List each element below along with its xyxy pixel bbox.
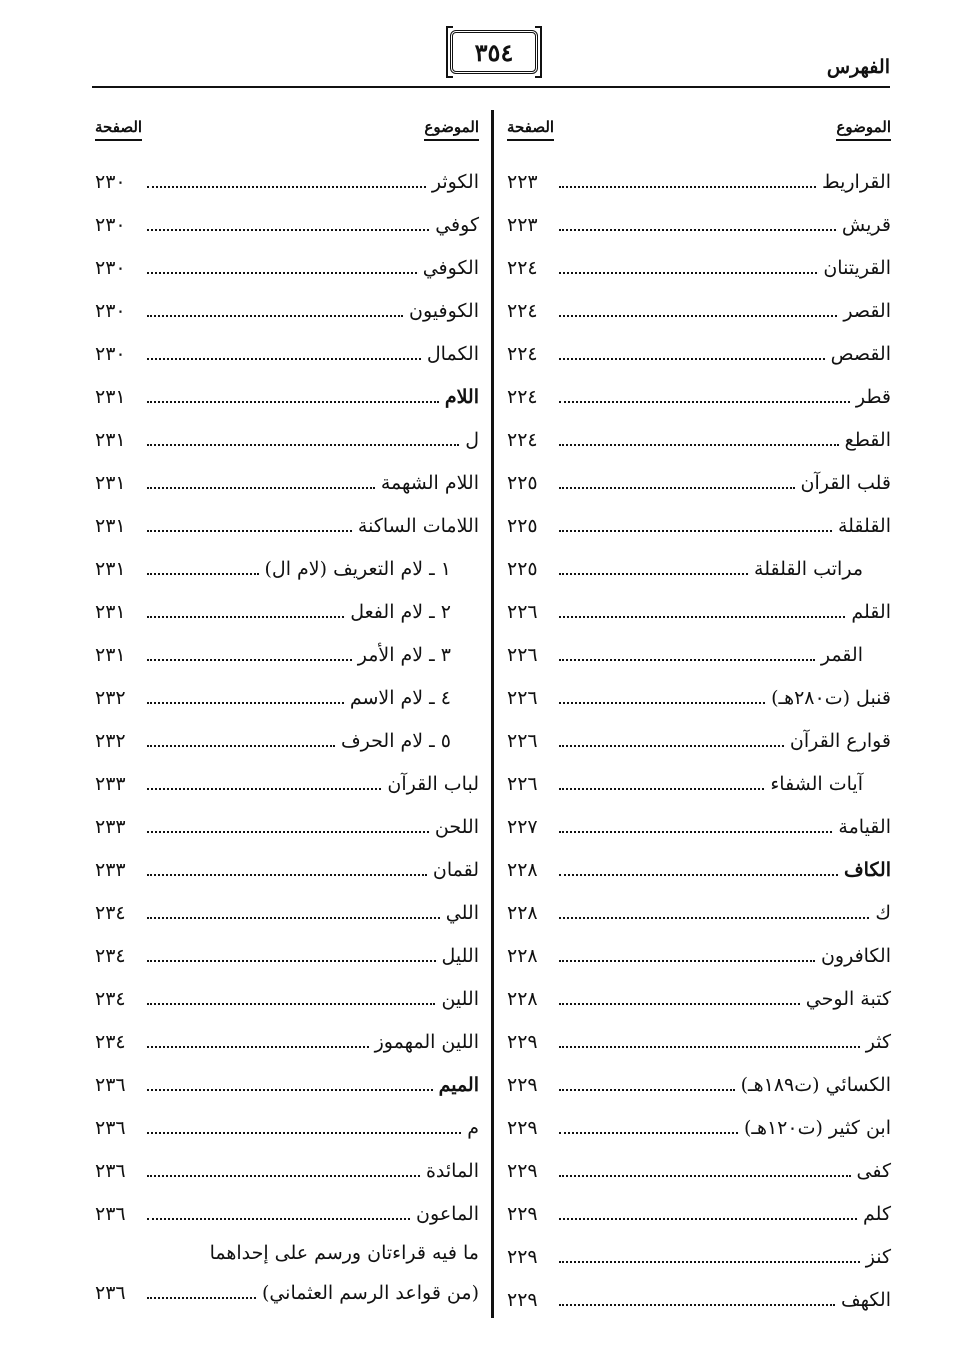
entry-title: ١ ـ لام التعريف (لام ال) — [264, 557, 451, 580]
column-header-right — [507, 118, 891, 160]
entry-page-number: ٢٣٤ — [95, 901, 126, 924]
entry-title: كفى — [856, 1159, 891, 1182]
entry-title: كتبة الوحي — [805, 987, 891, 1010]
dot-leader — [559, 573, 748, 575]
entry-title: القصر — [843, 299, 891, 322]
index-entry — [95, 719, 479, 762]
entry-title: القيامة — [838, 815, 891, 838]
entry-page-number: ٢٣١ — [95, 514, 126, 537]
index-entry — [507, 590, 891, 633]
page-header-label: الصفحة — [507, 118, 554, 141]
entry-page-number: ٢٣١ — [95, 385, 126, 408]
index-entry — [507, 547, 891, 590]
index-entry — [507, 633, 891, 676]
entry-page-number: ٢٢٦ — [507, 643, 538, 666]
dot-leader — [559, 917, 869, 919]
entry-page-number: ٢٣١ — [95, 471, 126, 494]
entry-title: القلم — [851, 600, 891, 623]
entry-title: ك — [875, 901, 891, 924]
index-entry — [507, 375, 891, 418]
topic-header: الموضوع — [836, 118, 891, 141]
index-column-right — [507, 118, 891, 1321]
entry-page-number: ٢٢٧ — [507, 815, 538, 838]
index-entry — [95, 676, 479, 719]
entry-title: ما فيه قراءتان ورسم على إحداهما — [209, 1242, 479, 1264]
dot-leader — [559, 702, 765, 704]
page-number: ٣٥٤ — [474, 37, 514, 67]
index-entry — [95, 1235, 479, 1271]
index-entry — [507, 203, 891, 246]
index-entry — [95, 461, 479, 504]
entry-page-number: ٢٣٣ — [95, 858, 126, 881]
dot-leader — [147, 788, 381, 790]
entry-page-number: ٢٢٨ — [507, 944, 538, 967]
entry-title: ٥ ـ لام الحرف — [340, 729, 451, 752]
dot-leader — [147, 1089, 433, 1091]
entry-page-number: ٢٣٣ — [95, 772, 126, 795]
entry-page-number: ٢٣٦ — [95, 1202, 126, 1225]
entry-page-number: ٢٣٢ — [95, 729, 126, 752]
index-entry — [95, 1149, 479, 1192]
dot-leader — [147, 874, 427, 876]
entry-title: الكوفيون — [409, 299, 479, 322]
index-entry — [95, 1020, 479, 1063]
entry-page-number: ٢٢٦ — [507, 772, 538, 795]
index-entry — [507, 1149, 891, 1192]
index-entry — [507, 332, 891, 375]
dot-leader — [559, 659, 815, 661]
entry-title: اللام — [444, 385, 479, 408]
entry-title: المائدة — [425, 1159, 479, 1182]
entry-title: القصص — [830, 342, 891, 365]
entry-page-number: ٢٢٥ — [507, 557, 538, 580]
entry-page-number: ٢٣١ — [95, 643, 126, 666]
entry-page-number: ٢٣٠ — [95, 213, 126, 236]
index-entry — [507, 805, 891, 848]
dot-leader — [559, 444, 839, 446]
dot-leader — [559, 1261, 860, 1263]
entry-title: م — [467, 1116, 479, 1139]
dot-leader — [559, 1089, 735, 1091]
entry-page-number: ٢٣٤ — [95, 1030, 126, 1053]
page-header-label: الصفحة — [95, 118, 142, 141]
dot-leader — [559, 487, 795, 489]
left-entries — [95, 160, 479, 1314]
entry-page-number: ٢٢٩ — [507, 1030, 538, 1053]
index-entry — [95, 891, 479, 934]
entry-title: قوارع القرآن — [789, 729, 891, 752]
dot-leader — [559, 616, 845, 618]
entry-title: الكسائي (ت١٨٩هـ) — [740, 1073, 891, 1096]
entry-title: الليل — [441, 944, 479, 967]
index-entry — [507, 289, 891, 332]
index-column-left — [95, 118, 479, 1314]
entry-title: اللحن — [434, 815, 479, 838]
dot-leader — [147, 1297, 256, 1299]
entry-page-number: ٢٢٩ — [507, 1073, 538, 1096]
entry-title: اللين المهموز — [374, 1030, 479, 1053]
dot-leader — [559, 874, 838, 876]
entry-title: الكاف — [843, 858, 891, 881]
index-entry — [95, 633, 479, 676]
index-entry — [95, 1192, 479, 1235]
entry-title: (من قواعد الرسم العثماني) — [261, 1281, 479, 1304]
entry-page-number: ٢٢٦ — [507, 729, 538, 752]
entry-title: الميم — [438, 1073, 479, 1096]
index-entry — [507, 504, 891, 547]
index-entry — [95, 977, 479, 1020]
dot-leader — [147, 573, 259, 575]
entry-title: اللامات الساكنة — [357, 514, 479, 537]
dot-leader — [147, 186, 426, 188]
dot-leader — [559, 1175, 851, 1177]
entry-page-number: ٢٣٦ — [95, 1116, 126, 1139]
entry-title: الكمال — [426, 342, 479, 365]
dot-leader — [559, 229, 836, 231]
entry-page-number: ٢٢٣ — [507, 213, 538, 236]
entry-page-number: ٢٢٨ — [507, 901, 538, 924]
index-entry — [507, 1192, 891, 1235]
index-entry — [95, 504, 479, 547]
index-entry — [95, 1063, 479, 1106]
entry-title: الكافرون — [820, 944, 891, 967]
entry-title: قطر — [855, 385, 891, 408]
entry-title: اللي — [445, 901, 479, 924]
entry-title: الكهف — [841, 1288, 891, 1311]
column-header-left — [95, 118, 479, 160]
index-entry — [507, 934, 891, 977]
dot-leader — [147, 315, 403, 317]
index-entry — [95, 160, 479, 203]
dot-leader — [559, 1132, 738, 1134]
dot-leader — [147, 530, 352, 532]
index-entry — [507, 1106, 891, 1149]
index-entry — [95, 934, 479, 977]
entry-title: القطع — [844, 428, 891, 451]
dot-leader — [147, 487, 375, 489]
entry-title: مراتب القلقلة — [754, 557, 863, 580]
entry-title: كثر — [865, 1030, 891, 1053]
entry-title: قنبل (ت٢٨٠هـ) — [771, 686, 891, 709]
dot-leader — [147, 960, 436, 962]
topic-header: الموضوع — [424, 118, 479, 141]
entry-title: آيات الشفاء — [770, 772, 863, 795]
entry-page-number: ٢٣١ — [95, 600, 126, 623]
entry-page-number: ٢٢٩ — [507, 1202, 538, 1225]
entry-page-number: ٢٣٠ — [95, 170, 126, 193]
entry-page-number: ٢٢٩ — [507, 1116, 538, 1139]
entry-title: ٤ ـ لام الاسم — [349, 686, 451, 709]
entry-page-number: ٢٣٤ — [95, 987, 126, 1010]
entry-page-number: ٢٢٩ — [507, 1245, 538, 1268]
dot-leader — [559, 358, 825, 360]
entry-page-number: ٢٢٨ — [507, 987, 538, 1010]
entry-page-number: ٢٢٩ — [507, 1288, 538, 1311]
dot-leader — [559, 1046, 860, 1048]
entry-title: القمر — [820, 643, 863, 666]
dot-leader — [559, 831, 832, 833]
index-entry — [95, 590, 479, 633]
entry-page-number: ٢٣٤ — [95, 944, 126, 967]
entry-page-number: ٢٢٣ — [507, 170, 538, 193]
entry-page-number: ٢٣٠ — [95, 342, 126, 365]
index-entry — [95, 246, 479, 289]
right-entries — [507, 160, 891, 1321]
dot-leader — [147, 272, 417, 274]
index-entry — [95, 1271, 479, 1314]
dot-leader — [147, 831, 429, 833]
index-entry — [507, 1235, 891, 1278]
index-entry — [95, 1106, 479, 1149]
dot-leader — [559, 315, 837, 317]
index-entry — [95, 203, 479, 246]
entry-page-number: ٢٢٦ — [507, 686, 538, 709]
index-entry — [507, 891, 891, 934]
entry-page-number: ٢٢٩ — [507, 1159, 538, 1182]
dot-leader — [147, 1132, 461, 1134]
entry-page-number: ٢٢٤ — [507, 428, 538, 451]
entry-page-number: ٢٣٦ — [95, 1159, 126, 1182]
dot-leader — [559, 186, 816, 188]
index-entry — [95, 848, 479, 891]
dot-leader — [147, 229, 429, 231]
entry-title: ٣ ـ لام الأمر — [357, 643, 451, 666]
entry-page-number: ٢٣٦ — [95, 1281, 126, 1304]
index-entry — [507, 676, 891, 719]
dot-leader — [147, 1046, 369, 1048]
entry-title: كنز — [865, 1245, 891, 1268]
entry-page-number: ٢٢٤ — [507, 342, 538, 365]
index-entry — [507, 418, 891, 461]
dot-leader — [147, 1218, 410, 1220]
entry-title: الكوثر — [431, 170, 479, 193]
section-title: الفهرس — [826, 56, 890, 78]
entry-title: الماعون — [416, 1202, 479, 1225]
dot-leader — [147, 659, 352, 661]
entry-title: ابن كثير (ت١٢٠هـ) — [743, 1116, 891, 1139]
entry-title: القراريط — [822, 170, 891, 193]
entry-page-number: ٢٢٤ — [507, 256, 538, 279]
index-entry — [507, 461, 891, 504]
dot-leader — [559, 1304, 835, 1306]
index-entry — [95, 547, 479, 590]
index-entry — [95, 289, 479, 332]
entry-page-number: ٢٢٦ — [507, 600, 538, 623]
dot-leader — [147, 745, 335, 747]
index-entry — [95, 332, 479, 375]
dot-leader — [559, 1003, 800, 1005]
dot-leader — [147, 444, 459, 446]
index-entry — [507, 246, 891, 289]
entry-page-number: ٢٢٤ — [507, 385, 538, 408]
entry-title: قلب القرآن — [800, 471, 891, 494]
entry-page-number: ٢٢٥ — [507, 514, 538, 537]
entry-page-number: ٢٣٠ — [95, 299, 126, 322]
dot-leader — [559, 788, 764, 790]
entry-page-number: ٢٣٦ — [95, 1073, 126, 1096]
index-entry — [95, 418, 479, 461]
dot-leader — [147, 1003, 435, 1005]
index-entry — [507, 848, 891, 891]
entry-page-number: ٢٢٤ — [507, 299, 538, 322]
entry-page-number: ٢٣٣ — [95, 815, 126, 838]
entry-title: ل — [465, 428, 479, 451]
page-number-box — [450, 30, 538, 74]
entry-page-number: ٢٣١ — [95, 557, 126, 580]
dot-leader — [559, 1218, 857, 1220]
page-header — [92, 26, 890, 88]
index-entry — [95, 805, 479, 848]
entry-title: اللين — [441, 987, 479, 1010]
entry-page-number: ٢٣١ — [95, 428, 126, 451]
entry-page-number: ٢٣٢ — [95, 686, 126, 709]
dot-leader — [147, 917, 440, 919]
index-entry — [95, 762, 479, 805]
entry-title: لباب القرآن — [387, 772, 479, 795]
entry-title: قريش — [841, 213, 891, 236]
index-entry — [507, 160, 891, 203]
entry-title: كوفي — [435, 213, 479, 236]
entry-title: كلم — [863, 1202, 891, 1225]
dot-leader — [147, 616, 344, 618]
dot-leader — [147, 1175, 420, 1177]
dot-leader — [559, 272, 817, 274]
index-entry — [507, 762, 891, 805]
dot-leader — [559, 530, 832, 532]
entry-title: لقمان — [432, 858, 479, 881]
entry-title: اللام الشهمة — [380, 471, 479, 494]
index-entry — [507, 1063, 891, 1106]
dot-leader — [559, 960, 815, 962]
dot-leader — [559, 401, 850, 403]
entry-title: ٢ ـ لام الفعل — [350, 600, 451, 623]
entry-title: الكوفي — [422, 256, 479, 279]
index-entry — [95, 375, 479, 418]
dot-leader — [559, 745, 784, 747]
index-entry — [507, 719, 891, 762]
entry-page-number: ٢٢٥ — [507, 471, 538, 494]
entry-page-number: ٢٢٨ — [507, 858, 538, 881]
dot-leader — [147, 401, 439, 403]
entry-page-number: ٢٣٠ — [95, 256, 126, 279]
index-entry — [507, 1020, 891, 1063]
dot-leader — [147, 702, 344, 704]
entry-title: القلقلة — [837, 514, 891, 537]
column-divider — [491, 110, 494, 1318]
index-entry — [507, 977, 891, 1020]
index-entry — [507, 1278, 891, 1321]
entry-title: القريتنان — [823, 256, 891, 279]
dot-leader — [147, 358, 421, 360]
